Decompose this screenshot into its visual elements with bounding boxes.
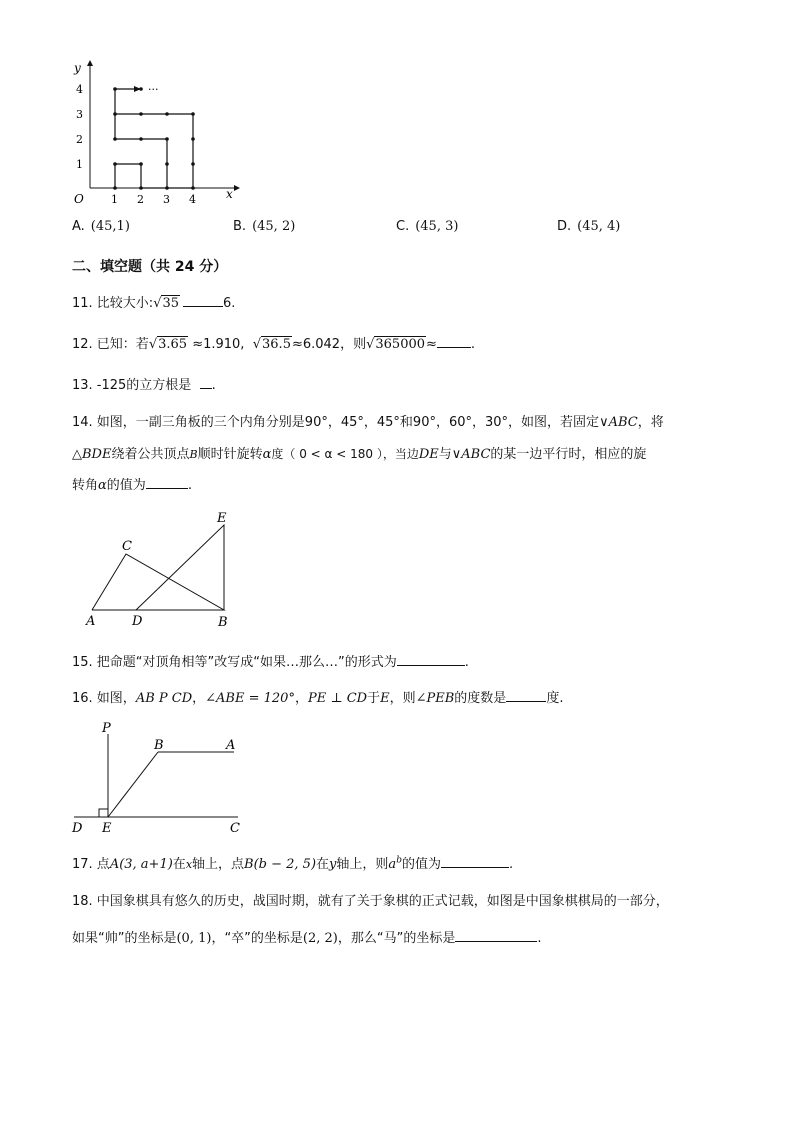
option-value: (45, 3) — [415, 219, 459, 234]
q17-text: 轴上，点 — [192, 857, 245, 872]
q14-text: 与 — [438, 447, 452, 462]
question-15 — [72, 651, 469, 670]
q13-text: 13. -125的立方根是 — [72, 378, 192, 393]
y-tick: 4 — [76, 83, 83, 96]
parallel-lines-figure-16 — [68, 716, 248, 838]
vertex-a: A — [86, 614, 96, 629]
option-a[interactable] — [72, 219, 130, 234]
answer-blank[interactable] — [455, 929, 537, 942]
q14-text: 转角 — [72, 478, 99, 493]
q14-edge-de: DE — [418, 447, 439, 462]
answer-blank[interactable] — [397, 653, 465, 666]
q18-shuai-coord: (0, 1) — [176, 931, 212, 946]
option-value: (45,1) — [90, 219, 130, 234]
x-tick: 4 — [189, 193, 196, 206]
q16-text: 的度数是 — [454, 691, 507, 706]
q17-base: a — [388, 857, 397, 872]
q16-point-e: E — [380, 691, 390, 706]
y-tick: 1 — [76, 158, 83, 171]
q17-text: 在 — [172, 857, 186, 872]
q11-radicand: 35 — [162, 296, 180, 311]
section-title: 二、填空题（共 24 分） — [72, 259, 228, 275]
q18-text: ，“卒”的坐标是 — [211, 931, 303, 946]
option-b[interactable] — [233, 219, 295, 234]
question-14-line-1: 14. 如图，一副三角板的三个内角分别是90°，45°，45°和90°，60°，30°，如图，若固定∨ABC，将 — [72, 415, 664, 430]
q14-text: ，将 — [637, 415, 664, 430]
q17-text: 轴上，则 — [336, 857, 389, 872]
q17-text: 17. 点 — [72, 857, 110, 872]
point-b: B — [154, 738, 164, 753]
q14-text: 的某一边平行时，相应的旋 — [490, 447, 647, 462]
q12-radicand-3: 365000 — [375, 337, 426, 352]
question-13 — [72, 374, 216, 393]
x-tick: 1 — [111, 193, 118, 206]
answer-blank[interactable] — [437, 335, 471, 348]
q18-text: ，那么“马”的坐标是 — [337, 931, 456, 946]
q16-text: ， — [294, 691, 308, 706]
q17-y: y — [329, 857, 337, 872]
q11-text: 11. 比较大小: — [72, 296, 154, 311]
q12-value-1: ≈1.910, — [192, 337, 245, 352]
q13-end: . — [211, 378, 216, 393]
q12-text: 12. 已知：若 — [72, 337, 149, 352]
point-e: E — [102, 821, 112, 836]
option-letter: D. — [557, 219, 572, 234]
q17-exponent: b — [396, 855, 402, 866]
q14-text: 14. 如图，一副三角板的三个内角分别是90°，45°，45°和90°，60°，30°，如图，若固定 — [72, 415, 600, 430]
question-14-line-2: △BDE绕着公共顶点B顺时针旋转α度（ 0 < α < 180 ），当边DE与∨ABC的某一边平行时，相应的旋 — [72, 447, 647, 462]
q16-perpendicular: PE ⊥ CD — [307, 691, 368, 706]
q16-parallel: AB P CD — [135, 691, 193, 706]
q14-text: 绕着公共顶点 — [111, 447, 190, 462]
q14-alpha: α — [98, 478, 107, 493]
triangle-figure-14 — [80, 508, 250, 633]
q16-text: ，则 — [389, 691, 416, 706]
option-letter: A. — [72, 219, 85, 234]
q17-end: . — [508, 857, 514, 872]
q11-suffix: 6. — [223, 296, 236, 311]
x-tick: 3 — [163, 193, 170, 206]
question-18-line-1: 18. 中国象棋具有悠久的历史，战国时期，就有了关于象棋的正式记载，如图是中国象棋棋局的一部分， — [72, 894, 669, 909]
point-p: P — [102, 721, 111, 736]
ellipsis-label: ··· — [148, 83, 159, 96]
y-tick: 2 — [76, 133, 83, 146]
option-value: (45, 2) — [252, 219, 296, 234]
q14-text: 顺时针旋转 — [197, 447, 263, 462]
question-11 — [72, 292, 235, 311]
question-12: 12. 已知：若√3.65 ≈1.910, √36.5≈6.042，则√365000≈ . — [72, 337, 476, 352]
x-tick: 2 — [137, 193, 144, 206]
coordinate-path-figure — [66, 58, 246, 208]
q12-radicand-2: 36.5 — [262, 337, 291, 352]
q14-triangle-bde: BDE — [82, 447, 112, 462]
q16-text: 16. 如图， — [72, 691, 136, 706]
q18-text: 如果“帅”的坐标是 — [72, 931, 177, 946]
q14-range: 度（ 0 < α < 180 ），当边 — [271, 447, 419, 461]
q18-end: . — [537, 931, 542, 946]
question-18-line-2 — [72, 927, 542, 946]
answer-blank[interactable] — [441, 855, 509, 868]
q16-angle-abe: ∠ABE = 120° — [205, 691, 295, 706]
q12-end: . — [470, 337, 476, 352]
q16-angle-peb: ∠PEB — [415, 691, 455, 706]
question-14-line-3 — [72, 474, 192, 493]
point-d: D — [72, 821, 83, 836]
option-c[interactable] — [396, 219, 458, 234]
q12-value-2: ≈6.042，则 — [291, 337, 367, 352]
q14-text: △ — [72, 447, 82, 462]
option-d[interactable] — [557, 219, 620, 234]
vertex-b: B — [218, 615, 228, 630]
answer-blank[interactable] — [506, 689, 546, 702]
q14-alpha: α — [262, 447, 272, 462]
answer-blank[interactable] — [183, 294, 223, 307]
q12-approx: ≈ — [426, 337, 437, 352]
y-tick: 3 — [76, 108, 83, 121]
q12-radicand-1: 3.65 — [158, 337, 188, 352]
option-letter: B. — [233, 219, 247, 234]
q18-zu-coord: (2, 2) — [302, 931, 338, 946]
option-value: (45, 4) — [577, 219, 621, 234]
answer-blank[interactable] — [200, 376, 212, 389]
y-axis-label: y — [74, 61, 81, 75]
q17-point-b: B(b − 2, 5) — [244, 857, 317, 872]
q15-text: 15. 把命题“对顶角相等”改写成“如果…那么…”的形式为 — [72, 655, 397, 670]
vertex-e: E — [217, 511, 227, 526]
q14-triangle-abc: ABC — [461, 447, 491, 462]
origin-label: O — [74, 192, 84, 206]
q14-point-b: B — [189, 448, 198, 461]
q14-triangle-abc: ABC — [608, 415, 638, 430]
vertex-d: D — [132, 614, 143, 629]
q14-text: 的值为 — [106, 478, 146, 493]
option-letter: C. — [396, 219, 410, 234]
q16-end: 度. — [546, 691, 564, 706]
vertex-c: C — [122, 539, 132, 554]
q16-text: 于 — [367, 691, 381, 706]
q16-text: ， — [192, 691, 206, 706]
point-a: A — [226, 738, 236, 753]
point-c: C — [230, 821, 240, 836]
q17-text: 在 — [316, 857, 330, 872]
sqrt-sign: √ — [153, 296, 162, 311]
question-17 — [72, 853, 513, 872]
q17-x: x — [185, 858, 193, 871]
question-16 — [72, 687, 563, 706]
q14-end: . — [187, 478, 192, 493]
x-axis-label: x — [226, 187, 233, 201]
q17-text: 的值为 — [401, 857, 441, 872]
q15-end: . — [464, 655, 469, 670]
q17-point-a: A(3, a+1) — [109, 857, 173, 872]
answer-blank[interactable] — [146, 476, 188, 489]
